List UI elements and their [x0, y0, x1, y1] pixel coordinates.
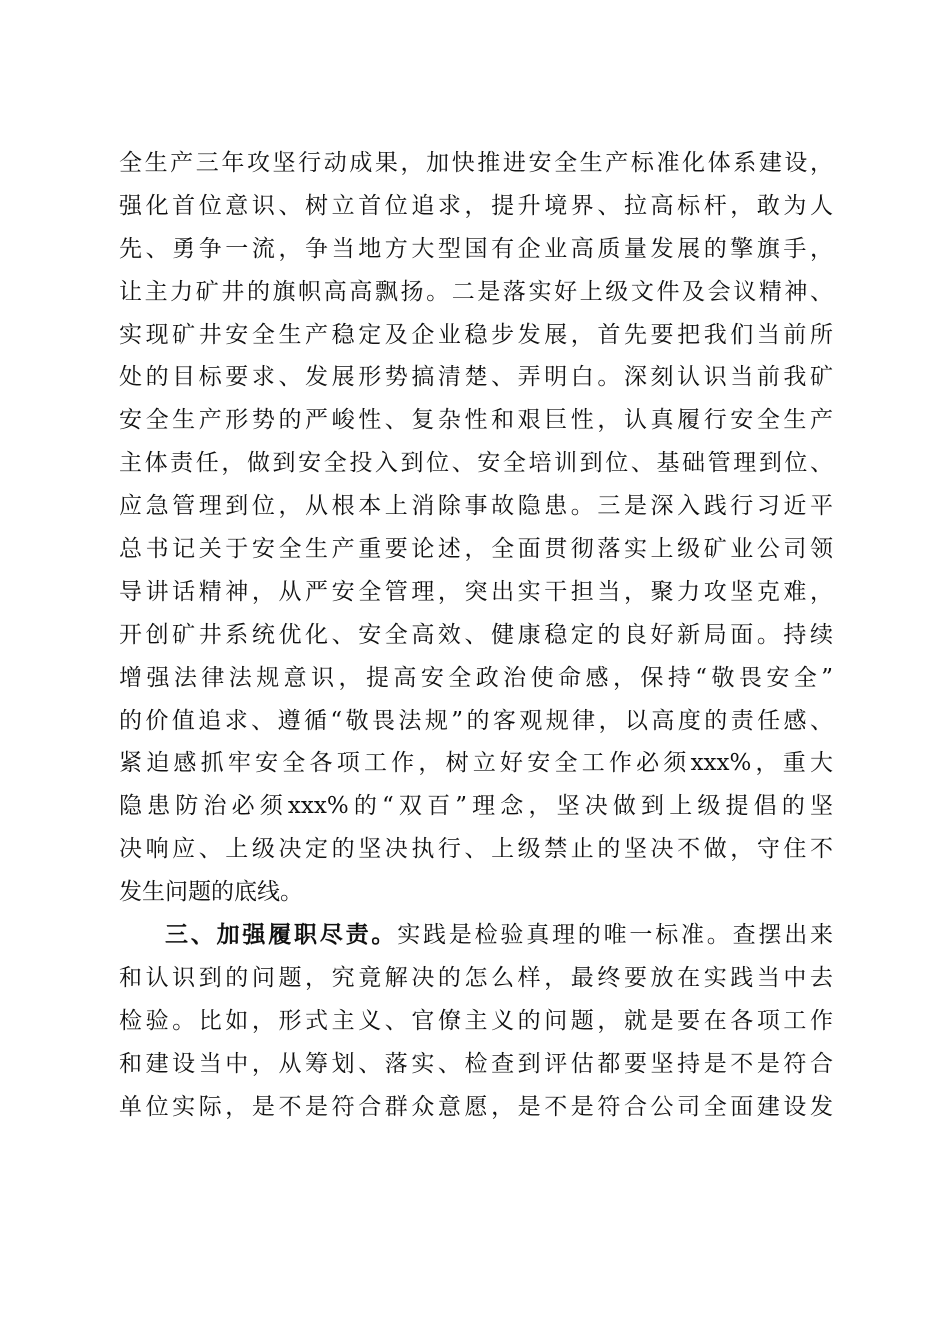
section-3-first-line — [119, 914, 833, 957]
section-3-first-line-text: 实践是检验真理的唯一标准。查摆出来 — [397, 922, 833, 949]
text-line: 主体责任，做到安全投入到位、安全培训到位、基础管理到位、 — [119, 450, 833, 477]
text-line: 导讲话精神，从严安全管理，突出实干担当，聚力攻坚克难， — [119, 578, 833, 605]
text-line: 实现矿井安全生产稳定及企业稳步发展，首先要把我们当前所 — [119, 321, 833, 348]
text-line: 单位实际，是不是符合群众意愿，是不是符合公司全面建设发 — [119, 1093, 833, 1120]
text-line: 和建设当中，从筹划、落实、检查到评估都要坚持是不是符合 — [119, 1050, 833, 1077]
text-line: 检验。比如，形式主义、官僚主义的问题，就是要在各项工作 — [119, 1007, 833, 1034]
section-3-heading: 三、加强履职尽责。 — [165, 922, 398, 949]
text-line: 和认识到的问题，究竟解决的怎么样，最终要放在实践当中去 — [119, 964, 833, 991]
text-line: 发生问题的底线。 — [119, 879, 303, 906]
text-line: 开创矿井系统优化、安全高效、健康稳定的良好新局面。持续 — [119, 621, 833, 648]
text-line: 安全生产形势的严峻性、复杂性和艰巨性，认真履行安全生产 — [119, 407, 833, 434]
text-line: 先、勇争一流，争当地方大型国有企业高质量发展的擎旗手， — [119, 235, 833, 262]
text-line: 强化首位意识、树立首位追求，提升境界、拉高标杆，敢为人 — [119, 192, 833, 219]
text-line: 增强法律法规意识，提高安全政治使命感，保持“敬畏安全” — [119, 664, 833, 691]
text-line: 全生产三年攻坚行动成果，加快推进安全生产标准化体系建设， — [119, 150, 833, 176]
text-line: 隐患防治必须xxx%的“双百”理念，坚决做到上级提倡的坚 — [119, 793, 833, 820]
text-line: 处的目标要求、发展形势搞清楚、弄明白。深刻认识当前我矿 — [119, 364, 833, 391]
text-line: 让主力矿井的旗帜高高飘扬。二是落实好上级文件及会议精神、 — [119, 278, 833, 305]
text-line: 决响应、上级决定的坚决执行、上级禁止的坚决不做，守住不 — [119, 836, 833, 863]
text-line: 紧迫感抓牢安全各项工作，树立好安全工作必须xxx%，重大 — [119, 750, 833, 777]
document-body — [119, 142, 833, 1128]
text-line: 总书记关于安全生产重要论述，全面贯彻落实上级矿业公司领 — [119, 536, 833, 563]
text-line: 应急管理到位，从根本上消除事故隐患。三是深入践行习近平 — [119, 493, 833, 520]
text-line: 的价值追求、遵循“敬畏法规”的客观规律，以高度的责任感、 — [119, 707, 833, 734]
